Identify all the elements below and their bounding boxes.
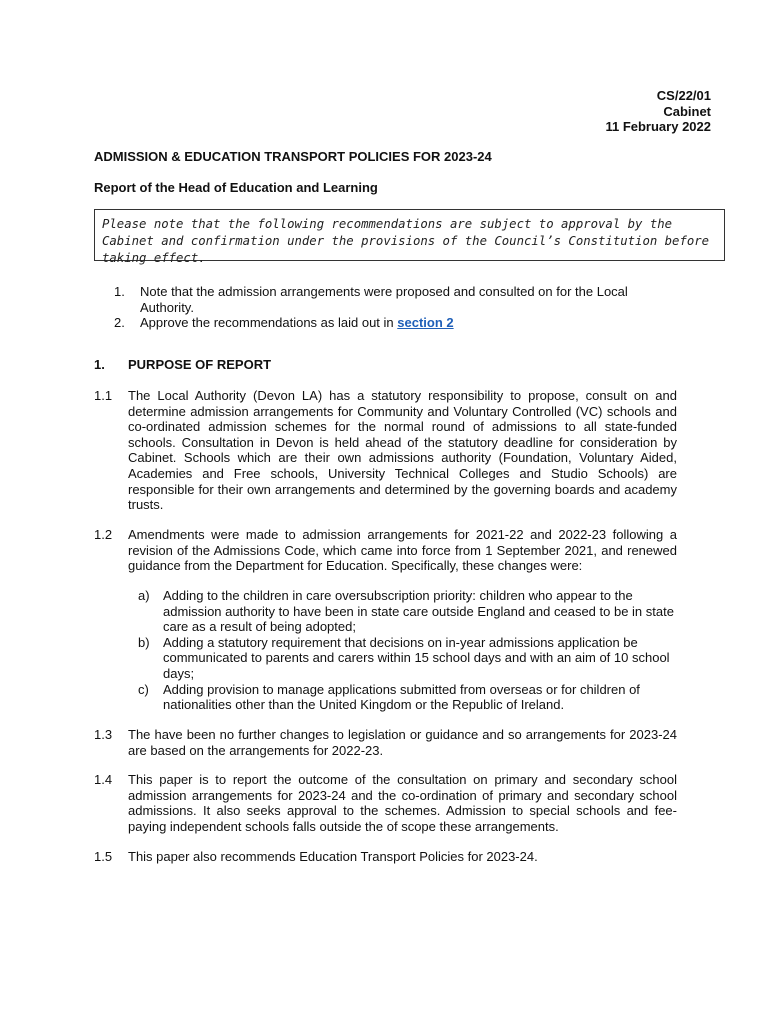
meeting-date: 11 February 2022 (605, 119, 711, 134)
paragraph-number: 1.3 (94, 727, 113, 742)
section-number: 1. (94, 357, 105, 372)
recommendations-list (114, 284, 680, 331)
paragraph-text: This paper also recommends Education Transport Policies for 2023-24. (128, 849, 538, 864)
changes-list (138, 588, 678, 713)
document-reference-block (605, 88, 711, 135)
paragraph-number: 1.2 (94, 527, 113, 542)
section-2-link[interactable]: section 2 (397, 315, 454, 331)
document-ref-code: CS/22/01 (656, 88, 711, 103)
meeting-name: Cabinet (663, 103, 711, 119)
paragraph-1-1 (94, 388, 677, 513)
change-text: Adding to the children in care oversubscription priority: children who appear to the admission authority to have been in state care outside England and ceased to be in state care as a result of being adopted; (163, 588, 674, 635)
recommendation-item (114, 315, 680, 331)
paragraph-1-3 (94, 727, 677, 758)
change-letter: a) (138, 588, 150, 603)
paragraph-1-2 (94, 527, 677, 574)
recommendation-number: 1. (114, 284, 125, 299)
approval-notice-box: Please note that the following recommendations are subject to approval by the Cabinet and confirmation under the provisions of the Council’s Constitution before taking effect. (94, 209, 725, 261)
section-title: PURPOSE OF REPORT (128, 357, 272, 372)
paragraph-number: 1.4 (94, 772, 113, 787)
recommendation-number: 2. (114, 315, 125, 331)
change-letter: c) (138, 681, 149, 697)
paragraph-text: Amendments were made to admission arrangements for 2021-22 and 2022-23 following a revision of the Admissions Code, which came into force from 1 September 2021, and renewed guidance from the Department for Education. Specifically, these changes were: (128, 527, 677, 574)
paragraph-1-4 (94, 772, 677, 834)
change-item (138, 588, 678, 635)
document-subtitle: Report of the Head of Education and Learning (94, 180, 378, 195)
change-letter: b) (138, 634, 150, 650)
change-text: Adding provision to manage applications submitted from overseas or for children of nationalities other than the United Kingdom or the Republic of Ireland. (163, 681, 640, 713)
recommendation-text-wrapper (140, 315, 680, 331)
paragraph-1-5 (94, 849, 677, 865)
paragraph-number: 1.5 (94, 849, 113, 864)
change-text: Adding a statutory requirement that decisions on in-year admissions application be communicated to parents and carers within 15 school days and with an aim of 10 school days; (163, 634, 670, 681)
paragraph-text: This paper is to report the outcome of the consultation on primary and secondary school admission arrangements for 2023-24 and the co-ordination of primary and secondary school admissions. It also seeks approval to the schemes. Admission to special schools and fee-paying independent schools falls outside the of scope these arrangements. (128, 772, 677, 834)
change-item (138, 635, 678, 682)
paragraph-text: The have been no further changes to legislation or guidance and so arrangements for 2023-24 are based on the arrangements for 2022-23. (128, 727, 677, 758)
recommendation-item (114, 284, 680, 315)
change-item (138, 682, 678, 713)
recommendation-text: Note that the admission arrangements were proposed and consulted on for the Local Authority. (140, 284, 628, 315)
paragraph-number: 1.1 (94, 388, 113, 403)
document-title: ADMISSION & EDUCATION TRANSPORT POLICIES FOR 2023-24 (94, 149, 492, 164)
paragraph-text: The Local Authority (Devon LA) has a statutory responsibility to propose, consult on and determine admission arrangements for Community and Voluntary Controlled (VC) schools and co-ordinated admission schemes for the normal round of admissions to all state-funded schools. Consultation in Devon is held ahead of the statutory deadline for consideration by Cabinet. Schools which are their own admissions authority (Foundation, Voluntary Aided, Academies and Free schools, University Technical Colleges and Studio Schools) are responsible for their own arrangements and determined by the governing boards and academy trusts. (128, 388, 677, 513)
recommendation-text: Approve the recommendations as laid out in (140, 315, 398, 331)
section-heading (94, 357, 271, 373)
